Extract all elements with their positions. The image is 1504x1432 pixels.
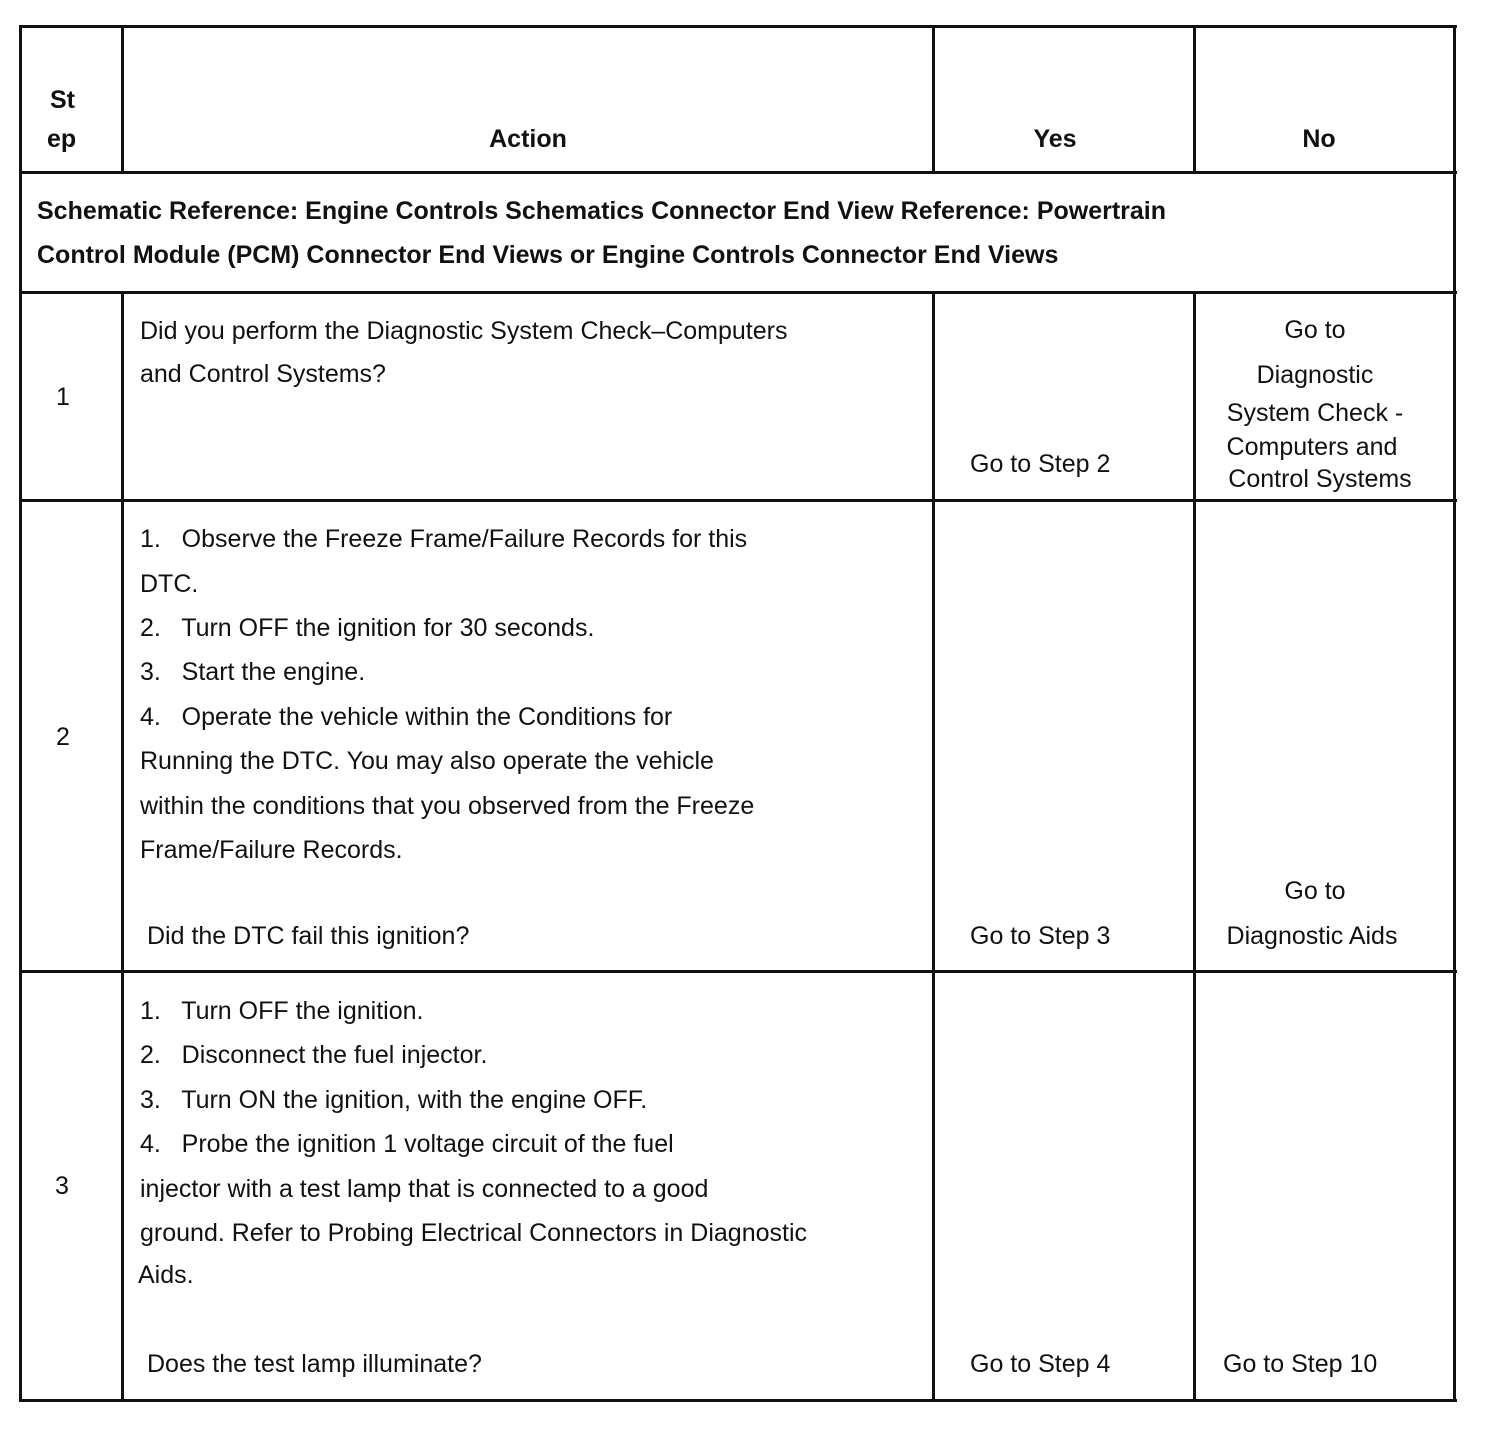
action-line: Running the DTC. You may also operate the vehicle [140, 747, 714, 775]
no-result-line: Go to [1284, 877, 1346, 905]
no-result-line: Control Systems [1228, 465, 1412, 493]
no-result: Go to Step 10 [1223, 1350, 1378, 1378]
schematic-reference-line-1: Schematic Reference: Engine Controls Schematics Connector End View Reference: Powertrain [37, 197, 1167, 225]
no-result-line: Diagnostic Aids [1226, 922, 1398, 950]
action-line: ground. Refer to Probing Electrical Connectors in Diagnostic [140, 1219, 808, 1247]
action-question: Did the DTC fail this ignition? [147, 922, 470, 950]
table-border-right [1453, 25, 1456, 1402]
action-line: 2. Disconnect the fuel injector. [140, 1041, 488, 1069]
header-no: No [1302, 125, 1336, 153]
action-line: 4. Operate the vehicle within the Conditions for [140, 703, 673, 731]
yes-result: Go to Step 4 [970, 1350, 1111, 1378]
col-divider-step [121, 291, 124, 1402]
no-result-line: Diagnostic [1256, 361, 1374, 389]
yes-result: Go to Step 2 [970, 450, 1111, 478]
action-line: injector with a test lamp that is connected to a good [140, 1175, 709, 1203]
header-action: Action [489, 125, 567, 153]
header-divider [19, 171, 1457, 174]
header-yes: Yes [1033, 125, 1077, 153]
action-line: 3. Turn ON the ignition, with the engine OFF. [140, 1086, 648, 1114]
row-1-divider [19, 499, 1457, 502]
action-line: 1. Turn OFF the ignition. [140, 997, 424, 1025]
col-divider-action [932, 291, 935, 1402]
action-line: Aids. [138, 1261, 194, 1289]
schematic-reference-line-2: Control Module (PCM) Connector End Views or Engine Controls Connector End Views [37, 241, 1059, 269]
header-step-line-2: ep [47, 125, 77, 153]
action-line: DTC. [140, 570, 199, 598]
action-question: Does the test lamp illuminate? [147, 1350, 482, 1378]
table-border-bottom [19, 1399, 1457, 1402]
yes-result: Go to Step 3 [970, 922, 1111, 950]
action-line: within the conditions that you observed from the Freeze [140, 792, 755, 820]
no-result-line: System Check - [1226, 399, 1404, 427]
reference-divider [19, 291, 1457, 294]
table-border-left [19, 25, 22, 1402]
step-number: 2 [56, 723, 70, 751]
action-line: 3. Start the engine. [140, 658, 366, 686]
step-number: 1 [56, 383, 70, 411]
action-line: 4. Probe the ignition 1 voltage circuit of the fuel [140, 1130, 674, 1158]
table-border-top [19, 25, 1457, 28]
step-number: 3 [55, 1172, 69, 1200]
action-line: 2. Turn OFF the ignition for 30 seconds. [140, 614, 595, 642]
row-2-divider [19, 970, 1457, 973]
no-result-line: Computers and [1226, 433, 1398, 461]
action-line: Frame/Failure Records. [140, 836, 403, 864]
action-line: 1. Observe the Freeze Frame/Failure Records for this [140, 525, 748, 553]
header-step-line-1: St [50, 86, 75, 114]
action-line: and Control Systems? [140, 360, 386, 388]
action-line: Did you perform the Diagnostic System Check–Computers [140, 317, 788, 345]
no-result-line: Go to [1284, 316, 1346, 344]
